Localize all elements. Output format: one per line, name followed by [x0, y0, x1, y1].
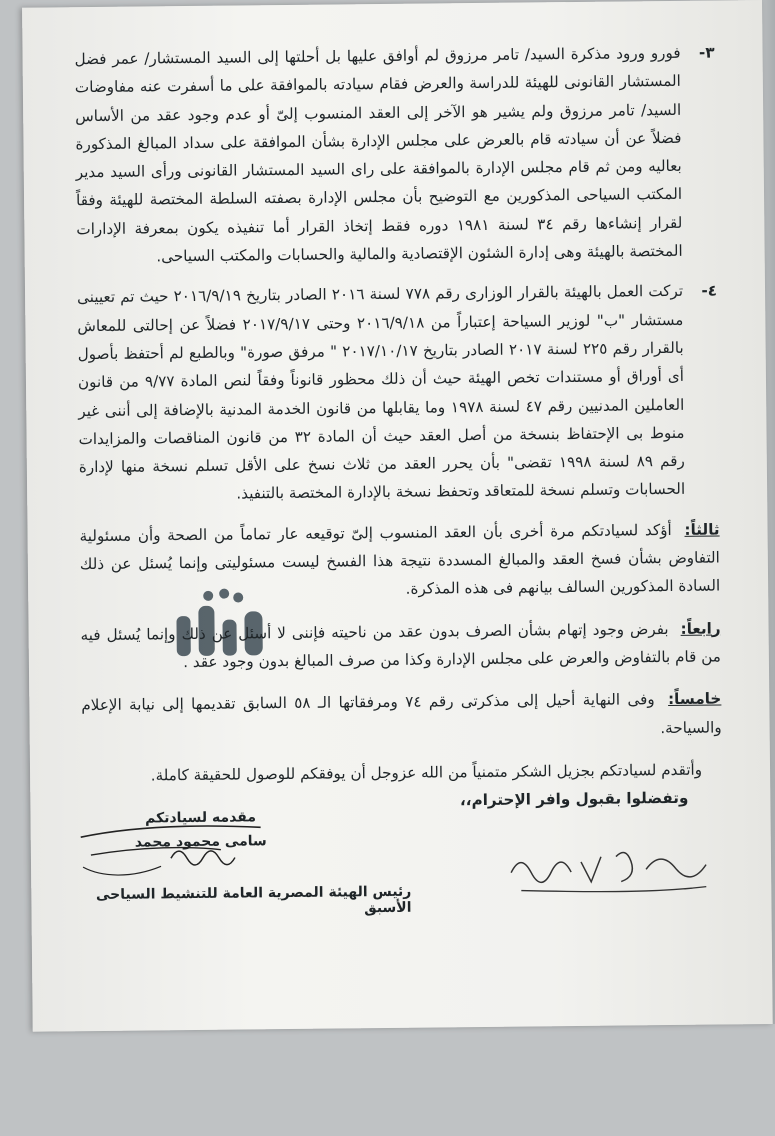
handwritten-signature: [70, 805, 271, 887]
letter-body: [74, 39, 722, 819]
section-fourth: [80, 614, 721, 677]
numbered-paragraph: [77, 277, 719, 510]
handwritten-note-graphic: [501, 830, 722, 902]
section-label: ثالثاً:: [684, 520, 720, 539]
section-fifth: [81, 685, 722, 748]
section-text: أؤكد لسيادتكم مرة أخرى بأن العقد المنسوب إلىّ توقيعه عار تماماً من الصحة وأن مسئولية التفاوض بشأن فسخ العقد والمبالغ المسددة نتيجة هذا الفسخ ليست مسئوليتى وإنما يُسئل عن ذلك السادة المذكورين السالف بيانهم فى هذه المذكرة.: [79, 520, 721, 599]
document-page: [22, 0, 773, 1032]
paragraph-number: ٤-: [701, 281, 718, 301]
section-text: بفرض وجود إتهام بشأن الصرف بدون عقد من ناحيته فإننى لا أسئل عن ذلك وإنما يُسئل فيه من قام بالتفاوض والعرض على مجلس الإدارة وكذا من صرف المبالغ بدون وجود عقد .: [80, 619, 721, 672]
presented-by: مقدمه لسيادتكم: [145, 809, 257, 827]
closing-regards: وتفضلوا بقبول وافر الإحترام،،: [459, 788, 689, 810]
closing-thanks: وأتقدم لسيادتكم بجزيل الشكر متمنياً من الله عزوجل أن يوفقكم للوصول للحقيقة كاملة.: [150, 760, 703, 785]
section-text: وفى النهاية أحيل إلى مذكرتى رقم ٧٤ ومرفقاتها الـ ٥٨ السابق تقديمها إلى نيابة الإعلام والسياحة.: [81, 690, 722, 737]
signer-name: سامى محمود محمد: [134, 833, 267, 851]
numbered-paragraph: [74, 39, 716, 272]
section-third: [79, 515, 720, 607]
signer-title: رئيس الهيئة المصرية العامة للتنشيط السياحى الأسبق: [95, 883, 412, 917]
paragraph-text: تركت العمل بالهيئة بالقرار الوزارى رقم ٧٧٨ لسنة ٢٠١٦ الصادر بتاريخ ٢٠١٦/٩/١٩ حيث تم تعيينى مستشار "ب" لوزير السياحة إعتباراً من ٢٠١٦/٩/١٨ وحتى ٢٠١٧/٩/١٧ فضلاً عن إحالتى للمعاش بالقرار رقم ٢٢٥ لسنة ٢٠١٧ الصادر بتاريخ ٢٠١٧/١٠/١٧ " مرفق صورة" وبالطبع لم أحتفظ بأصول أى أوراق أو مستندات تخص الهيئة حيث أن ذلك محظور قانوناً وفقاً لنص المادة ٩/٧٧ من قانون العاملين المدنيين رقم ٤٧ لسنة ١٩٧٨ وما يقابلها من قانون الخدمة المدنية بالإضافة إلى أننى غير منوط بى الإحتفاظ بنسخة من أصل العقد حيث أن المادة ٣٢ من قانون المناقصات والمزايدات رقم ٨٩ لسنة ١٩٩٨ تقضى" بأن يحرر العقد من ثلاث نسخ على الأقل تسلم نسخة منها لإدارة الحسابات وتسلم نسخة للمتعاقد وتحفظ نسخة بالإدارة المختصة بالتنفيذ.: [76, 282, 686, 503]
paragraph-number: ٣-: [698, 43, 715, 62]
section-label: رابعاً:: [680, 619, 721, 638]
paragraph-text: فورو ورود مذكرة السيد/ تامر مرزوق لم أوافق عليها بل أحلتها إلى السيد المستشار/ عمر فضل المستشار القانونى للهيئة للدراسة والعرض فقام سيادته بالموافقة على ما أسفرت عنه مفاوضات السيد/ تامر مرزوق ولم يشير هو الآخر إلى العقد المنسوب إلىّ أو عدم وجود عقد من الأساس فضلاً عن أن سيادته قام بالعرض على مجلس الإدارة بشأن الموافقة على سداد المبالغ المذكورة بعاليه ومن ثم قام مجلس الإدارة بالموافقة على راى السيد المستشار القانونى ورأى السيد مدير المكتب السياحى المذكورين مع التوضيح بأن مجلس الإدارة بصفته السلطة المختصة للهيئة وفقاً لقرار إنشاءها رقم ٣٤ لسنة ١٩٨١ دوره فقط إتخاذ القرار أما تنفيذه يكون بمعرفة الإدارات المختصة بالهيئة وهى إدارة الشئون الإقتصادية والمالية والحسابات والمكتب السياحى.: [74, 43, 683, 266]
section-label: خامساً:: [667, 689, 722, 709]
